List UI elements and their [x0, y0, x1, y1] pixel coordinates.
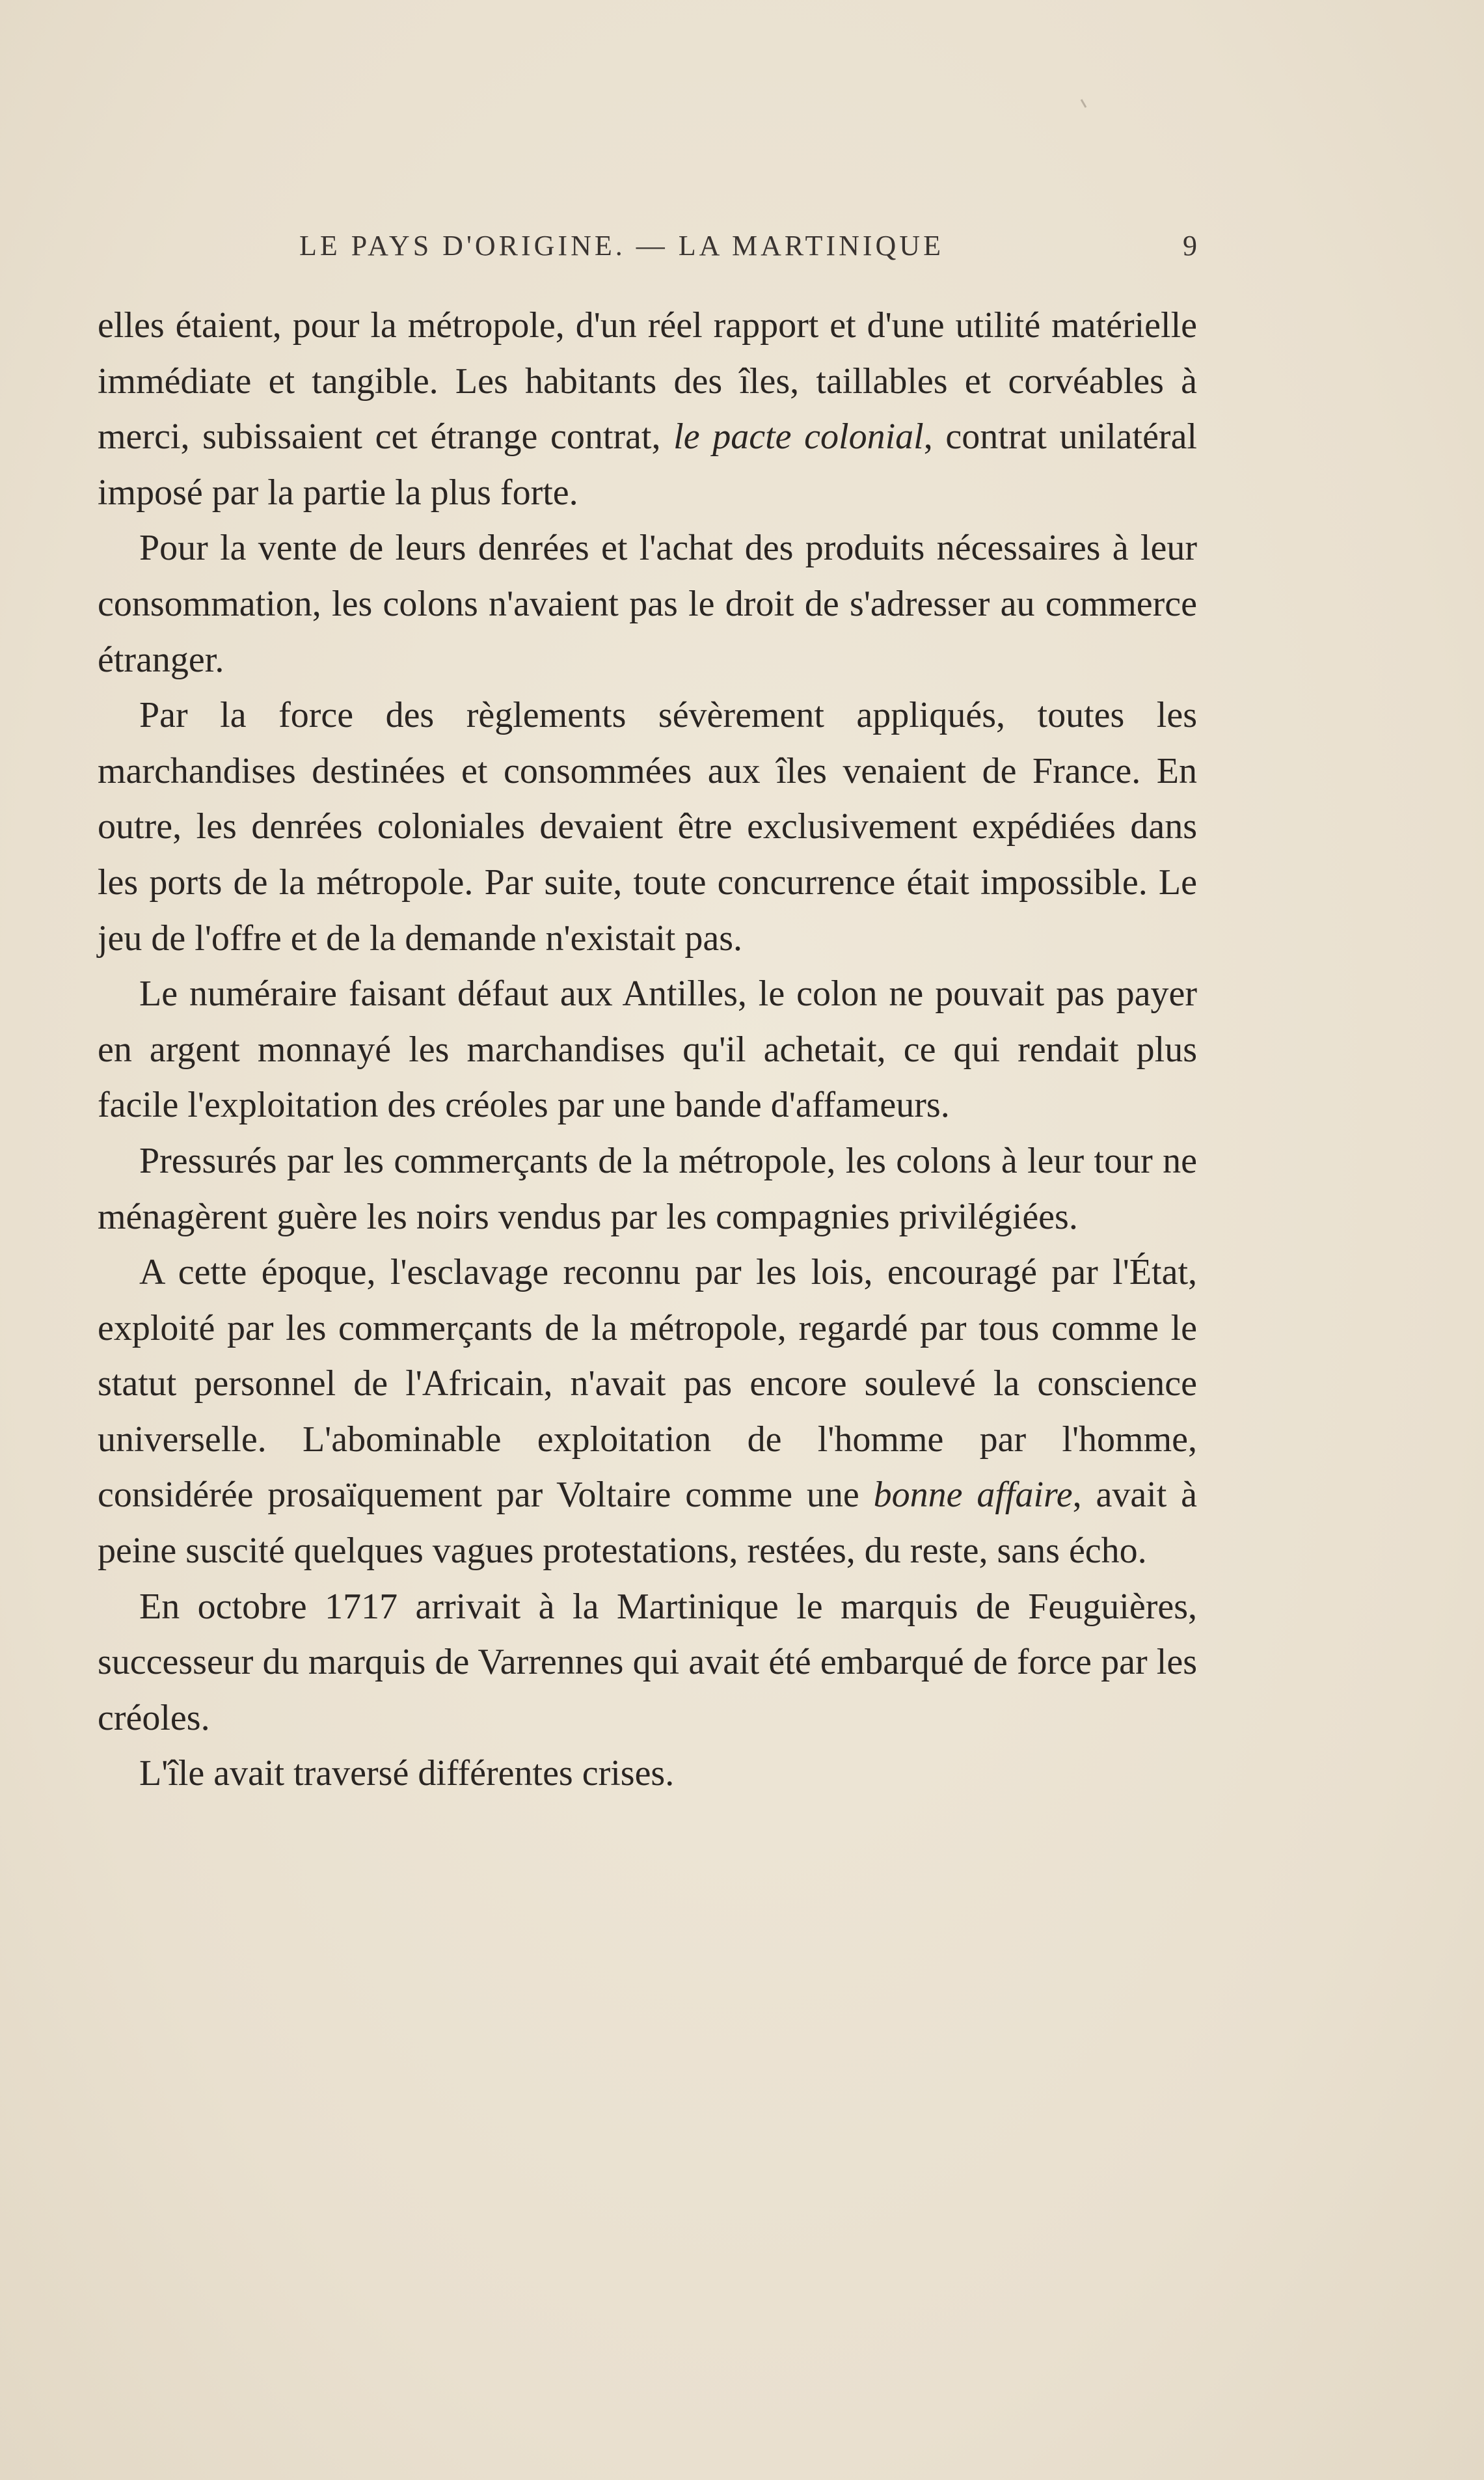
paragraph: En octobre 1717 arrivait à la Martinique le marquis de Feuguières, successeur du marquis de Varrennes qui avait été embarqué de force par les créoles.: [98, 1586, 1197, 1738]
paragraph: Pressurés par les commerçants de la métropole, les colons à leur tour ne ménagèrent guère les noirs vendus par les compagnies privilégiées.: [98, 1140, 1197, 1237]
emphasis-text: le pacte colonial: [673, 416, 924, 457]
paragraph: Pour la vente de leurs denrées et l'achat des produits nécessaires à leur consommation, les colons n'avaient pas le droit de s'adresser au commerce étranger.: [98, 528, 1197, 680]
paragraph: Le numéraire faisant défaut aux Antilles, le colon ne pouvait pas payer en argent monnayé les marchandises qu'il achetait, ce qui rendait plus facile l'exploitation des créoles par une bande d'affameurs.: [98, 974, 1197, 1126]
paragraph: L'île avait traversé différentes crises.: [139, 1753, 675, 1794]
running-title: LE PAYS D'ORIGINE. — LA MARTINIQUE: [299, 230, 944, 262]
page-number: 9: [1183, 230, 1197, 262]
paragraph: A cette époque, l'esclavage reconnu par les lois, encouragé par l'État, exploité par les commerçants de la métropole, regardé par tous comme le statut personnel de l'Africain, n'avait pas encore soulevé la conscience universelle. L'abominable exploitation de l'homme par l'homme, considérée prosaïquement par Voltaire comme une bonne affaire, avait à peine suscité quelques vagues protestations, restées, du reste, sans écho.: [98, 1252, 1197, 1572]
body-text: [98, 298, 1197, 1802]
paragraph: Par la force des règlements sévèrement appliqués, toutes les marchandises destinées et consommées aux îles venaient de France. En outre, les denrées coloniales devaient être exclusivement expédiées dans les ports de la métropole. Par suite, toute concurrence était impossible. Le jeu de l'offre et de la demande n'existait pas.: [98, 695, 1197, 959]
paper-speck: [1081, 99, 1087, 108]
emphasis-text: bonne affaire: [873, 1475, 1073, 1516]
paragraph: elles étaient, pour la métropole, d'un réel rapport et d'une utilité matérielle immédiate et tangible. Les habitants des îles, taillables et corvéables à merci, subissaient cet étrange contrat, le pacte colonial, contrat unilatéral imposé par la partie la plus forte.: [98, 305, 1197, 513]
running-header: [98, 229, 1197, 281]
